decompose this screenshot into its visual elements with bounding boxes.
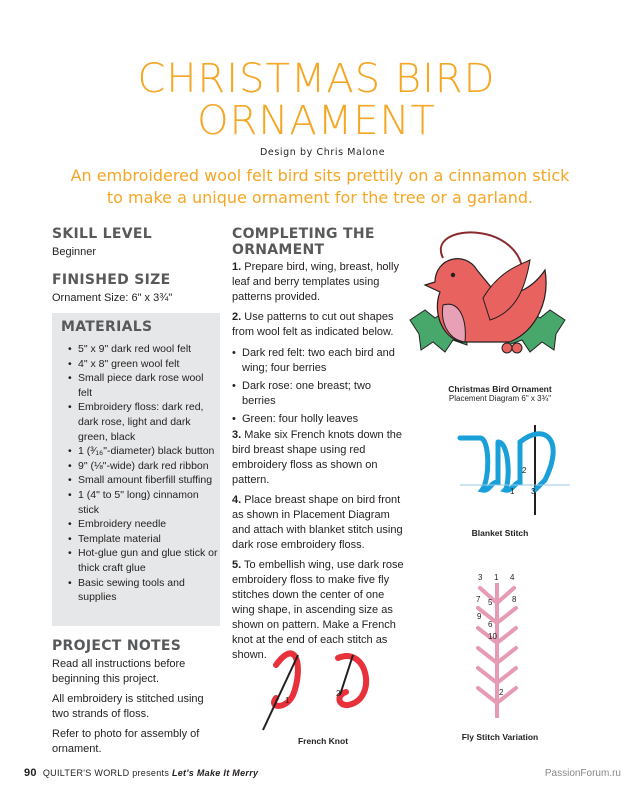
finished-size-heading: FINISHED SIZE	[52, 272, 171, 288]
step-text: Prepare bird, wing, breast, holly leaf and berry templates using patterns provided.	[232, 261, 399, 303]
list-item: • Template material	[70, 532, 220, 547]
step-text: Place breast shape on bird front as shown in Placement Diagram and attach with blanket stitch using dark rose embroidery floss.	[232, 494, 403, 551]
notes-paragraph-2: All embroidery is stitched using two strands of floss.	[52, 693, 204, 720]
fly-number: 10	[488, 632, 497, 641]
list-item: • 1 (4" to 5" long) cinnamon stick	[70, 488, 220, 517]
title-line-1: CHRISTMAS BIRD	[137, 56, 496, 102]
list-item: • 1 (³⁄₁₆"-diameter) black button	[70, 444, 220, 459]
fly-number: 9	[477, 612, 482, 621]
completing-heading-line-1: COMPLETING THE	[232, 226, 375, 242]
list-item: • 9" (⅛"-wide) dark red ribbon	[70, 459, 220, 474]
bird-eye	[451, 273, 455, 277]
title-line-2: ORNAMENT	[197, 98, 436, 144]
french-number: 1	[285, 696, 290, 705]
cut-list-item: • Green: four holly leaves	[232, 412, 404, 427]
materials-list	[60, 342, 220, 605]
skill-level-heading: SKILL LEVEL	[52, 226, 152, 242]
list-item: • Hot-glue gun and glue stick or thick craft glue	[70, 546, 220, 575]
french-knot-diagram	[258, 640, 388, 735]
byline: Design by Chris Malone	[260, 147, 386, 158]
cut-list-item: • Dark red felt: two each bird and wing; four berries	[232, 346, 404, 376]
thread-right	[338, 656, 366, 705]
list-item: • Small piece dark rose wool felt	[70, 371, 220, 400]
step-text: To embellish wing, use dark rose embroidery floss to make five fly stitches down the center of one wing shape, in ascending size as shown on pattern. Make a French knot at the end of each stitch as shown.	[232, 559, 404, 661]
placement-caption-sub: Placement Diagram 6" x 3¾"	[448, 394, 552, 403]
french-caption: French Knot	[297, 736, 349, 746]
notes-paragraph-1: Read all instructions before beginning this project.	[52, 658, 186, 685]
list-item: • Small amount fiberfill stuffing	[70, 473, 220, 488]
step-3	[232, 428, 404, 488]
page-number: 90	[24, 767, 37, 779]
needle	[340, 655, 353, 695]
list-item: • 5" x 9" dark red wool felt	[70, 342, 220, 357]
fly-number: 1	[494, 573, 499, 582]
notes-paragraph-3: Refer to photo for assembly of ornament.	[52, 728, 200, 755]
completing-heading-line-2: ORNAMENT	[232, 242, 325, 258]
blanket-stitch-diagram	[460, 420, 580, 520]
subtitle-line-2: to make a unique ornament for the tree or a garland.	[106, 188, 534, 207]
list-item: • Embroidery needle	[70, 517, 220, 532]
fly-number: 3	[478, 573, 483, 582]
blanket-caption: Blanket Stitch	[471, 528, 529, 538]
finished-size-text: Ornament Size: 6" x 3¾"	[52, 292, 173, 304]
materials-box	[52, 313, 220, 626]
step-2	[232, 310, 404, 340]
list-item: • Embroidery floss: dark red, dark rose, light and dark green, black	[70, 400, 220, 444]
blanket-number: 1	[510, 487, 515, 496]
fly-number: 6	[488, 620, 493, 629]
placement-caption-title: Christmas Bird Ornament	[448, 384, 552, 394]
subtitle	[60, 165, 580, 209]
step-number: 1.	[232, 261, 242, 273]
bird-placement-diagram	[405, 230, 570, 380]
thread	[460, 434, 553, 490]
step-number: 4.	[232, 494, 242, 506]
step-1	[232, 260, 404, 305]
list-item: • 4" x 8" green wool felt	[70, 357, 220, 372]
page-footer	[24, 767, 258, 779]
project-notes-section	[52, 638, 212, 757]
subtitle-line-1: An embroidered wool felt bird sits prettily on a cinnamon stick	[70, 166, 570, 185]
watermark: PassionForum.ru	[544, 768, 621, 779]
blanket-number: 2	[522, 466, 527, 475]
berry	[502, 343, 512, 353]
fly-number: 8	[512, 595, 517, 604]
materials-heading: MATERIALS	[61, 319, 153, 335]
berry	[512, 343, 522, 353]
footer-book: Let's Make It Merry	[171, 768, 259, 778]
list-item: • Basic sewing tools and supplies	[70, 576, 220, 605]
fly-number: 4	[510, 573, 515, 582]
blanket-number: 3	[531, 487, 536, 496]
step-number: 2.	[232, 311, 242, 323]
completing-section	[232, 226, 404, 663]
step-text: Use patterns to cut out shapes from wool felt as indicated below.	[232, 311, 394, 338]
step-4	[232, 493, 404, 553]
page-title	[0, 58, 633, 142]
project-notes-heading: PROJECT NOTES	[52, 638, 182, 654]
cut-list-item: • Dark rose: one breast; two berries	[232, 379, 404, 409]
fly-caption: Fly Stitch Variation	[461, 732, 539, 742]
completing-heading	[232, 226, 404, 258]
skill-level-text: Beginner	[52, 246, 97, 258]
fly-number: 5	[488, 598, 493, 607]
skill-level-section	[52, 226, 152, 260]
step-number: 5.	[232, 559, 242, 571]
french-number: 2	[336, 689, 341, 698]
fly-number: 2	[499, 688, 504, 697]
finished-size-section	[52, 272, 172, 306]
step-number: 3.	[232, 429, 242, 441]
footer-text: QUILTER'S WORLD presents	[42, 768, 170, 778]
fly-number: 7	[476, 595, 481, 604]
step-text: Make six French knots down the bird breast shape using red embroidery floss as shown on pattern.	[232, 429, 402, 486]
